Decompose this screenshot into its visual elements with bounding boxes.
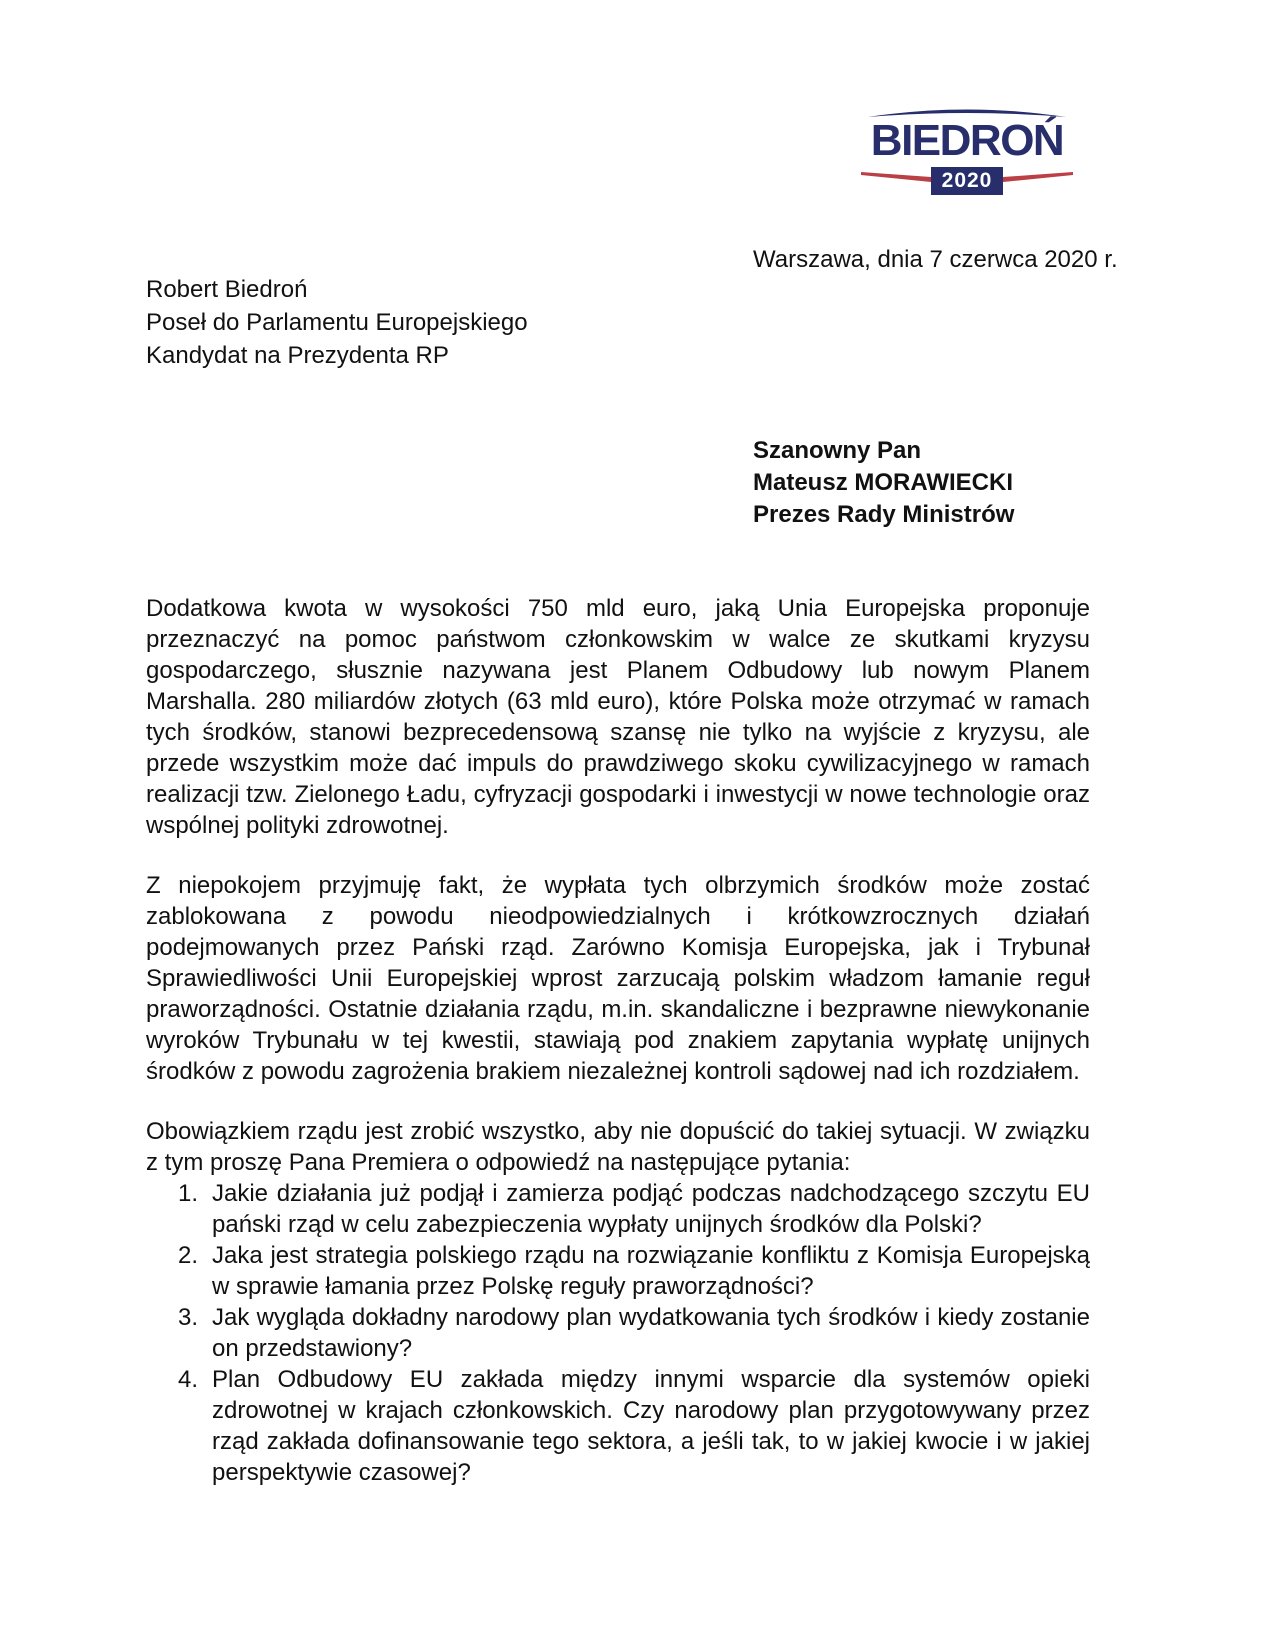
questions-list — [146, 1178, 1090, 1488]
sender-title-mep: Poseł do Parlamentu Europejskiego — [146, 309, 528, 336]
recipient-salutation: Szanowny Pan — [753, 437, 922, 464]
question-item-4: Plan Odbudowy EU zakłada między innymi wsparcie dla systemów opieki zdrowotnej w krajach członkowskich. Czy narodowy plan przygotowywany przez rząd zakłada dofinansowanie tego sektora, a jeśli tak, to w jakiej kwocie i w jakiej perspektywie czasowej? — [212, 1366, 1090, 1486]
sender-name: Robert Biedroń — [146, 276, 308, 303]
paragraph-questions-intro: Obowiązkiem rządu jest zrobić wszystko, aby nie dopuścić do takiej sytuacji. W związku z tym proszę Pana Premiera o odpowiedź na następujące pytania: — [146, 1118, 1090, 1176]
recipient-name: Mateusz MORAWIECKI — [753, 469, 1014, 496]
logo-year-badge: 2020 — [931, 167, 1004, 195]
logo-red-stripe-left-icon — [861, 171, 931, 183]
paragraph-recovery-plan: Dodatkowa kwota w wysokości 750 mld euro, jaką Unia Europejska proponuje przeznaczyć na pomoc państwom członkowskim w walce ze skutkami kryzysu gospodarczego, słusznie nazywana jest Planem Odbudowy lub nowym Planem Marshalla. 280 miliardów złotych (63 mld euro), które Polska może otrzymać w ramach tych środków, stanowi bezprecedensową szansę nie tylko na wyjście z kryzysu, ale przede wszystkim może dać impuls do prawdziwego skoku cywilizacyjnego w ramach realizacji tzw. Zielonego Ładu, cyfryzacji gospodarki i inwestycji w nowe technologie oraz wspólnej polityki zdrowotnej. — [146, 595, 1090, 839]
dateline: Warszawa, dnia 7 czerwca 2020 r. — [753, 246, 1118, 273]
sender-block — [146, 273, 528, 372]
logo-candidate-name: BIEDROŃ — [870, 116, 1064, 165]
recipient-block — [753, 435, 1014, 531]
letter-body — [146, 593, 1090, 1488]
logo-red-stripe-right-icon — [1003, 171, 1073, 183]
sender-title-candidate: Kandydat na Prezydenta RP — [146, 342, 449, 369]
question-item-3: Jak wygląda dokładny narodowy plan wydatkowania tych środków i kiedy zostanie on przedstawiony? — [212, 1304, 1090, 1362]
question-item-1: Jakie działania już podjął i zamierza podjąć podczas nadchodzącego szczytu EU pański rząd w celu zabezpieczenia wypłaty unijnych środków dla Polski? — [212, 1180, 1090, 1238]
logo-bottom-row — [860, 167, 1074, 195]
campaign-logo — [860, 104, 1074, 195]
recipient-title: Prezes Rady Ministrów — [753, 501, 1015, 528]
paragraph-rule-of-law-concern: Z niepokojem przyjmuję fakt, że wypłata tych olbrzymich środków może zostać zablokowana z powodu nieodpowiedzialnych i krótkowzrocznych działań podejmowanych przez Pański rząd. Zarówno Komisja Europejska, jak i Trybunał Sprawiedliwości Unii Europejskiej wprost zarzucają polskim władzom łamanie reguł praworządności. Ostatnie działania rządu, m.in. skandaliczne i bezprawne niewykonanie wyroków Trybunału w tej kwestii, stawiają pod znakiem zapytania wypłatę unijnych środków z powodu zagrożenia brakiem niezależnej kontroli sądowej nad ich rozdziałem. — [146, 872, 1090, 1085]
question-item-2: Jaka jest strategia polskiego rządu na rozwiązanie konfliktu z Komisja Europejską w sprawie łamania przez Polskę reguły praworządności? — [212, 1242, 1090, 1300]
